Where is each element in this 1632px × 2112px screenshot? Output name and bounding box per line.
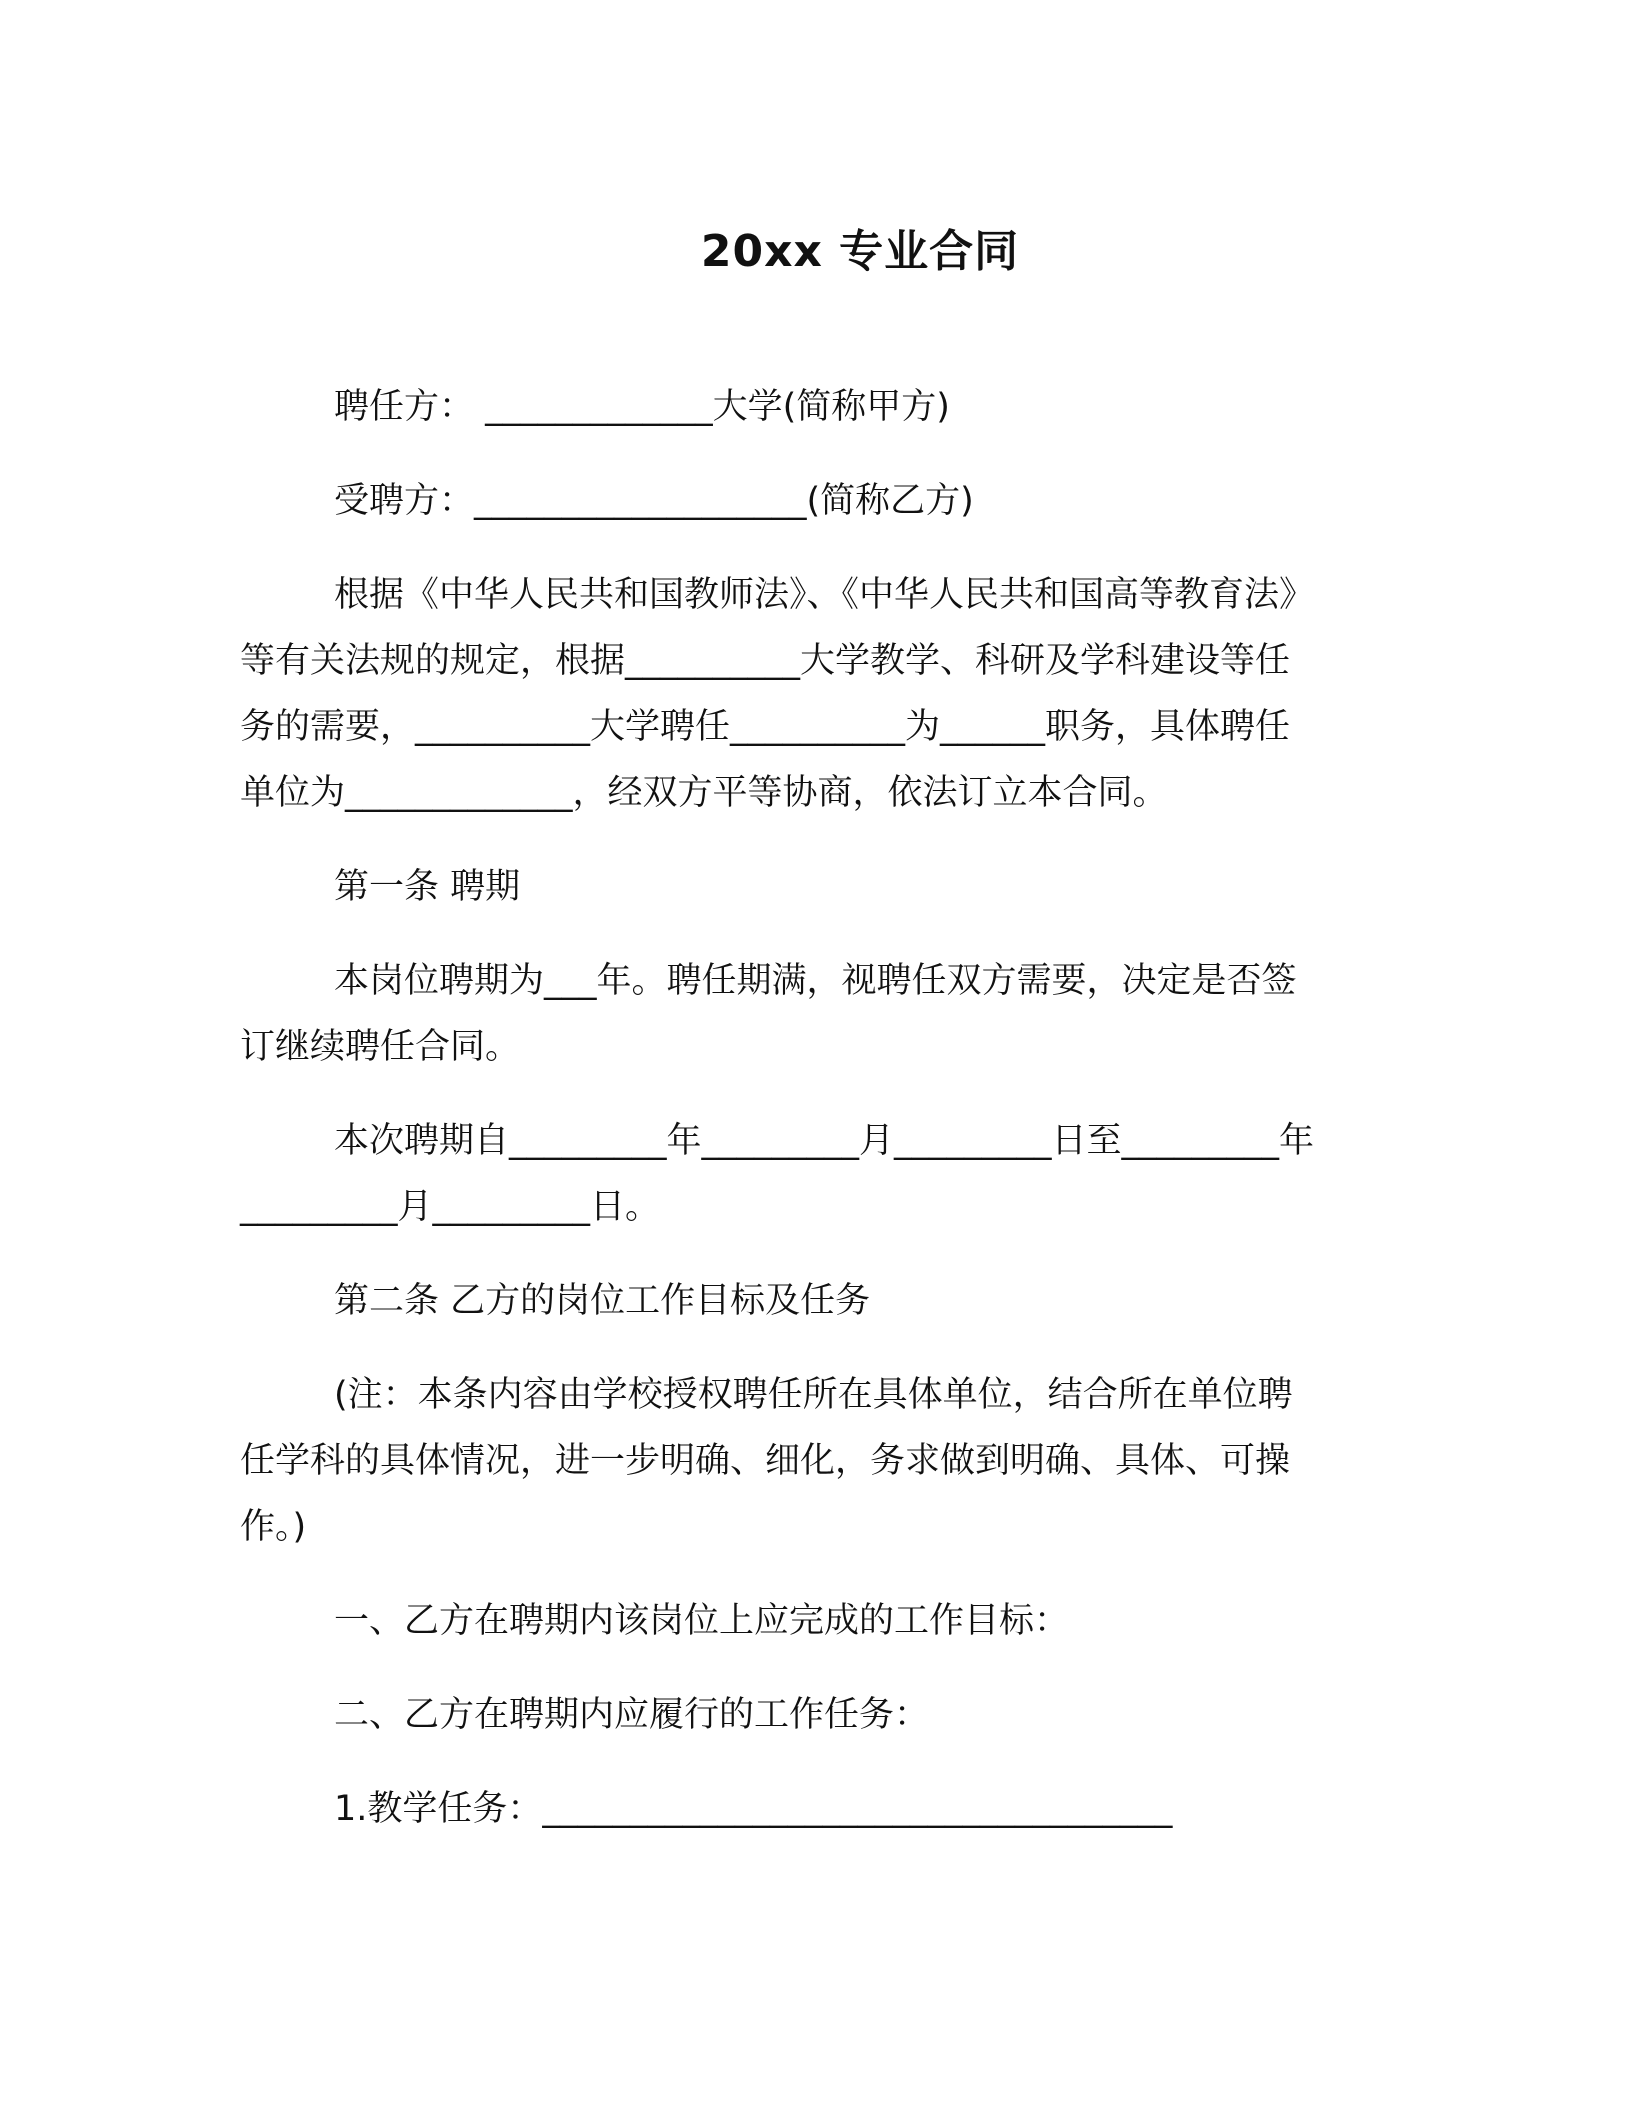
preamble-line-2: 等有关法规的规定，根据__________大学教学、科研及学科建设等任 [240,641,1291,681]
tasks-heading: 二、乙方在聘期内应履行的工作任务： [334,1695,930,1735]
term-line-2: 订继续聘任合同。 [240,1027,521,1067]
note-line-2: 任学科的具体情况，进一步明确、细化，务求做到明确、具体、可操 [240,1441,1291,1481]
period-line-1: 本次聘期自_________年_________月_________日至_________年 [334,1121,1315,1161]
term-line-1: 本岗位聘期为___年。聘任期满，视聘任双方需要，决定是否签 [334,961,1297,1001]
document-title: 20xx 专业合同 [700,226,1020,277]
goals-heading: 一、乙方在聘期内该岗位上应完成的工作目标： [334,1601,1070,1641]
preamble-line-1: 根据《中华人民共和国教师法》、《中华人民共和国高等教育法》 [334,575,1315,615]
employer-line: 聘任方： _____________大学(简称甲方) [334,387,950,427]
employee-line: 受聘方：___________________(简称乙方) [334,481,974,521]
teaching-task-line: 1.教学任务：____________________________________ [334,1789,1173,1829]
period-line-2: _________月_________日。 [240,1187,661,1227]
note-line-3: 作。) [240,1507,307,1547]
article-1-heading: 第一条 聘期 [334,867,521,907]
preamble-line-3: 务的需要，__________大学聘任__________为______职务，具体聘任 [240,707,1291,747]
preamble-line-4: 单位为_____________，经双方平等协商，依法订立本合同。 [240,773,1168,813]
note-line-1: (注：本条内容由学校授权聘任所在具体单位，结合所在单位聘 [334,1375,1293,1415]
article-2-heading: 第二条 乙方的岗位工作目标及任务 [334,1281,871,1321]
